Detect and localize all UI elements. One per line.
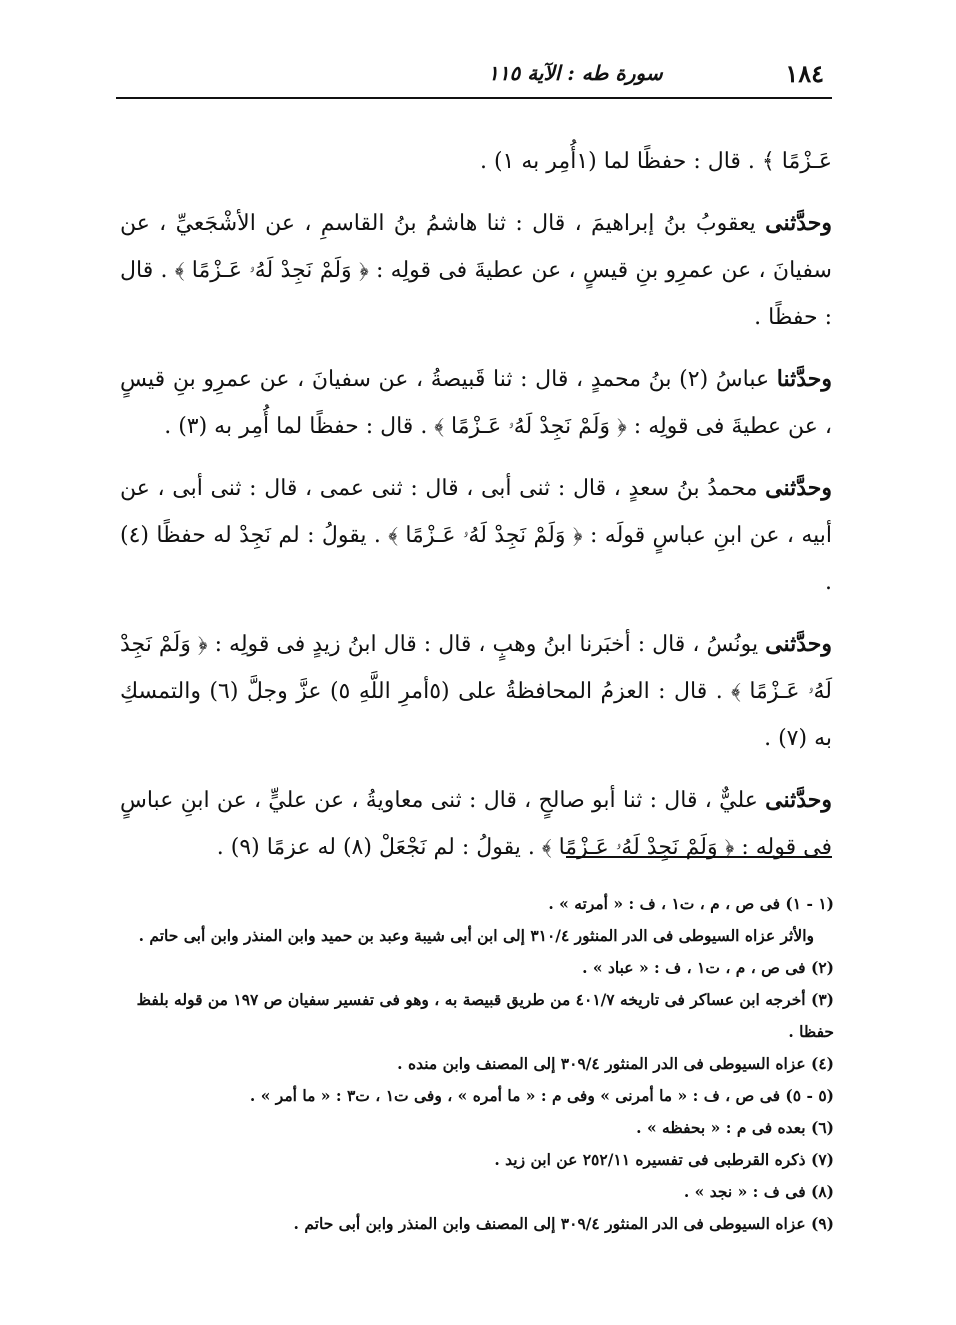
running-title: سورة طه : الآية ١١٥ (488, 61, 663, 85)
footnotes (122, 888, 834, 1240)
page-header (116, 55, 832, 99)
page-number: ١٨٤ (785, 59, 824, 88)
paragraph: وحدَّثنى محمدُ بنُ سعدٍ ، قال : ثنى أبى ، قال : ثنى عمى ، قال : ثنى أبى ، عن أبيه ، عن ابنِ عباسٍ قولَه : ﴿ وَلَمْ نَجِدْ لَهُۥ عَـزْمًا ﴾ . يقولُ : لم نَجِدْ له حفظًا (٤) . (120, 475, 832, 595)
paragraph: عَـزْمًا ﴾ . قال : حفظًا لما (١أُمِر به ١) . (479, 149, 832, 174)
footnote: (٩) عزاه السيوطى فى الدر المنثور ٣٠٩/٤ إلى المصنف وابن المنذر وابن أبى حاتم . (293, 1214, 834, 1233)
footnote: (١ - ١) فى ص ، م ، ت١ ، ف : « أمرته » . (548, 894, 834, 913)
footnote: (٣) أخرجه ابن عساكر فى تاريخه ٤٠١/٧ من طريق قبيصة به ، وهو فى تفسير سفيان ص ١٩٧ من قوله بلفظ حفظا . (136, 990, 834, 1041)
footnote: (٥ - ٥) فى ص ، ف : « ما أمرنى » وفى م : « ما أمره » ، وفى ت١ ، ت٣ : « ما أمر » . (249, 1086, 834, 1105)
paragraph: وحدَّثنى عليٌّ ، قال : ثنا أبو صالحٍ ، قال : ثنى معاويةُ ، عن عليٍّ ، عن ابنِ عباسٍ فى قولِه : ﴿ وَلَمْ نَجِدْ لَهُۥ عَـزْمًا ﴾ . يقولُ : لم نَجْعَلْ (٨) له عزمًا (٩) . (120, 787, 832, 860)
paragraph: وحدَّثنى يونُسُ ، قال : أخبَرنا ابنُ وهبٍ ، قال : قال ابنُ زيدٍ فى قولِه : ﴿ وَلَمْ نَجِدْ لَهُۥ عَـزْمًا ﴾ . قال : العزمُ المحافظةُ على (٥أمرِ اللَّهِ ٥) عزَّ وجلَّ (٦) والتمسكِ به (٧) . (120, 631, 832, 751)
footnote: (٤) عزاه السيوطى فى الدر المنثور ٣٠٩/٤ إلى المصنف وابن منده . (397, 1054, 834, 1073)
paragraph: وحدَّثنا عباسُ (٢) بنُ محمدٍ ، قال : ثنا قَبيصةُ ، عن سفيانَ ، عن عمرِو بنِ قيسٍ ، عن عطيةَ فى قولِه : ﴿ وَلَمْ نَجِدْ لَهُۥ عَـزْمًا ﴾ . قال : حفظًا لما أُمِر به (٣) . (120, 366, 832, 439)
footnote: (٢) فى ص ، م ، ت١ ، ف : « عباد » . (582, 958, 834, 977)
footnote: (٧) ذكره القرطبى فى تفسيره ٢٥٢/١١ عن ابن زيد . (494, 1150, 834, 1169)
footnote-separator (566, 856, 832, 858)
header-rule (116, 97, 832, 99)
footnote: (٦) بعده فى م : « بحفظه » . (636, 1118, 834, 1137)
footnote: والأثر عزاه السيوطى فى الدر المنثور ٣١٠/٤ إلى ابن أبى شيبة وعبد بن حميد وابن المنذر وابن أبى حاتم . (138, 926, 814, 945)
body-text (120, 138, 832, 886)
footnote: (٨) فى ف : « نجد » . (683, 1182, 834, 1201)
paragraph: وحدَّثنى يعقوبُ بنُ إبراهيمَ ، قال : ثنا هاشمُ بنُ القاسمِ ، عن الأشْجَعيِّ ، عن سفيانَ ، عن عمرِو بنِ قيسٍ ، عن عطيةَ فى قولِه : ﴿ وَلَمْ نَجِدْ لَهُۥ عَـزْمًا ﴾ . قال : حفظًا . (120, 210, 832, 330)
